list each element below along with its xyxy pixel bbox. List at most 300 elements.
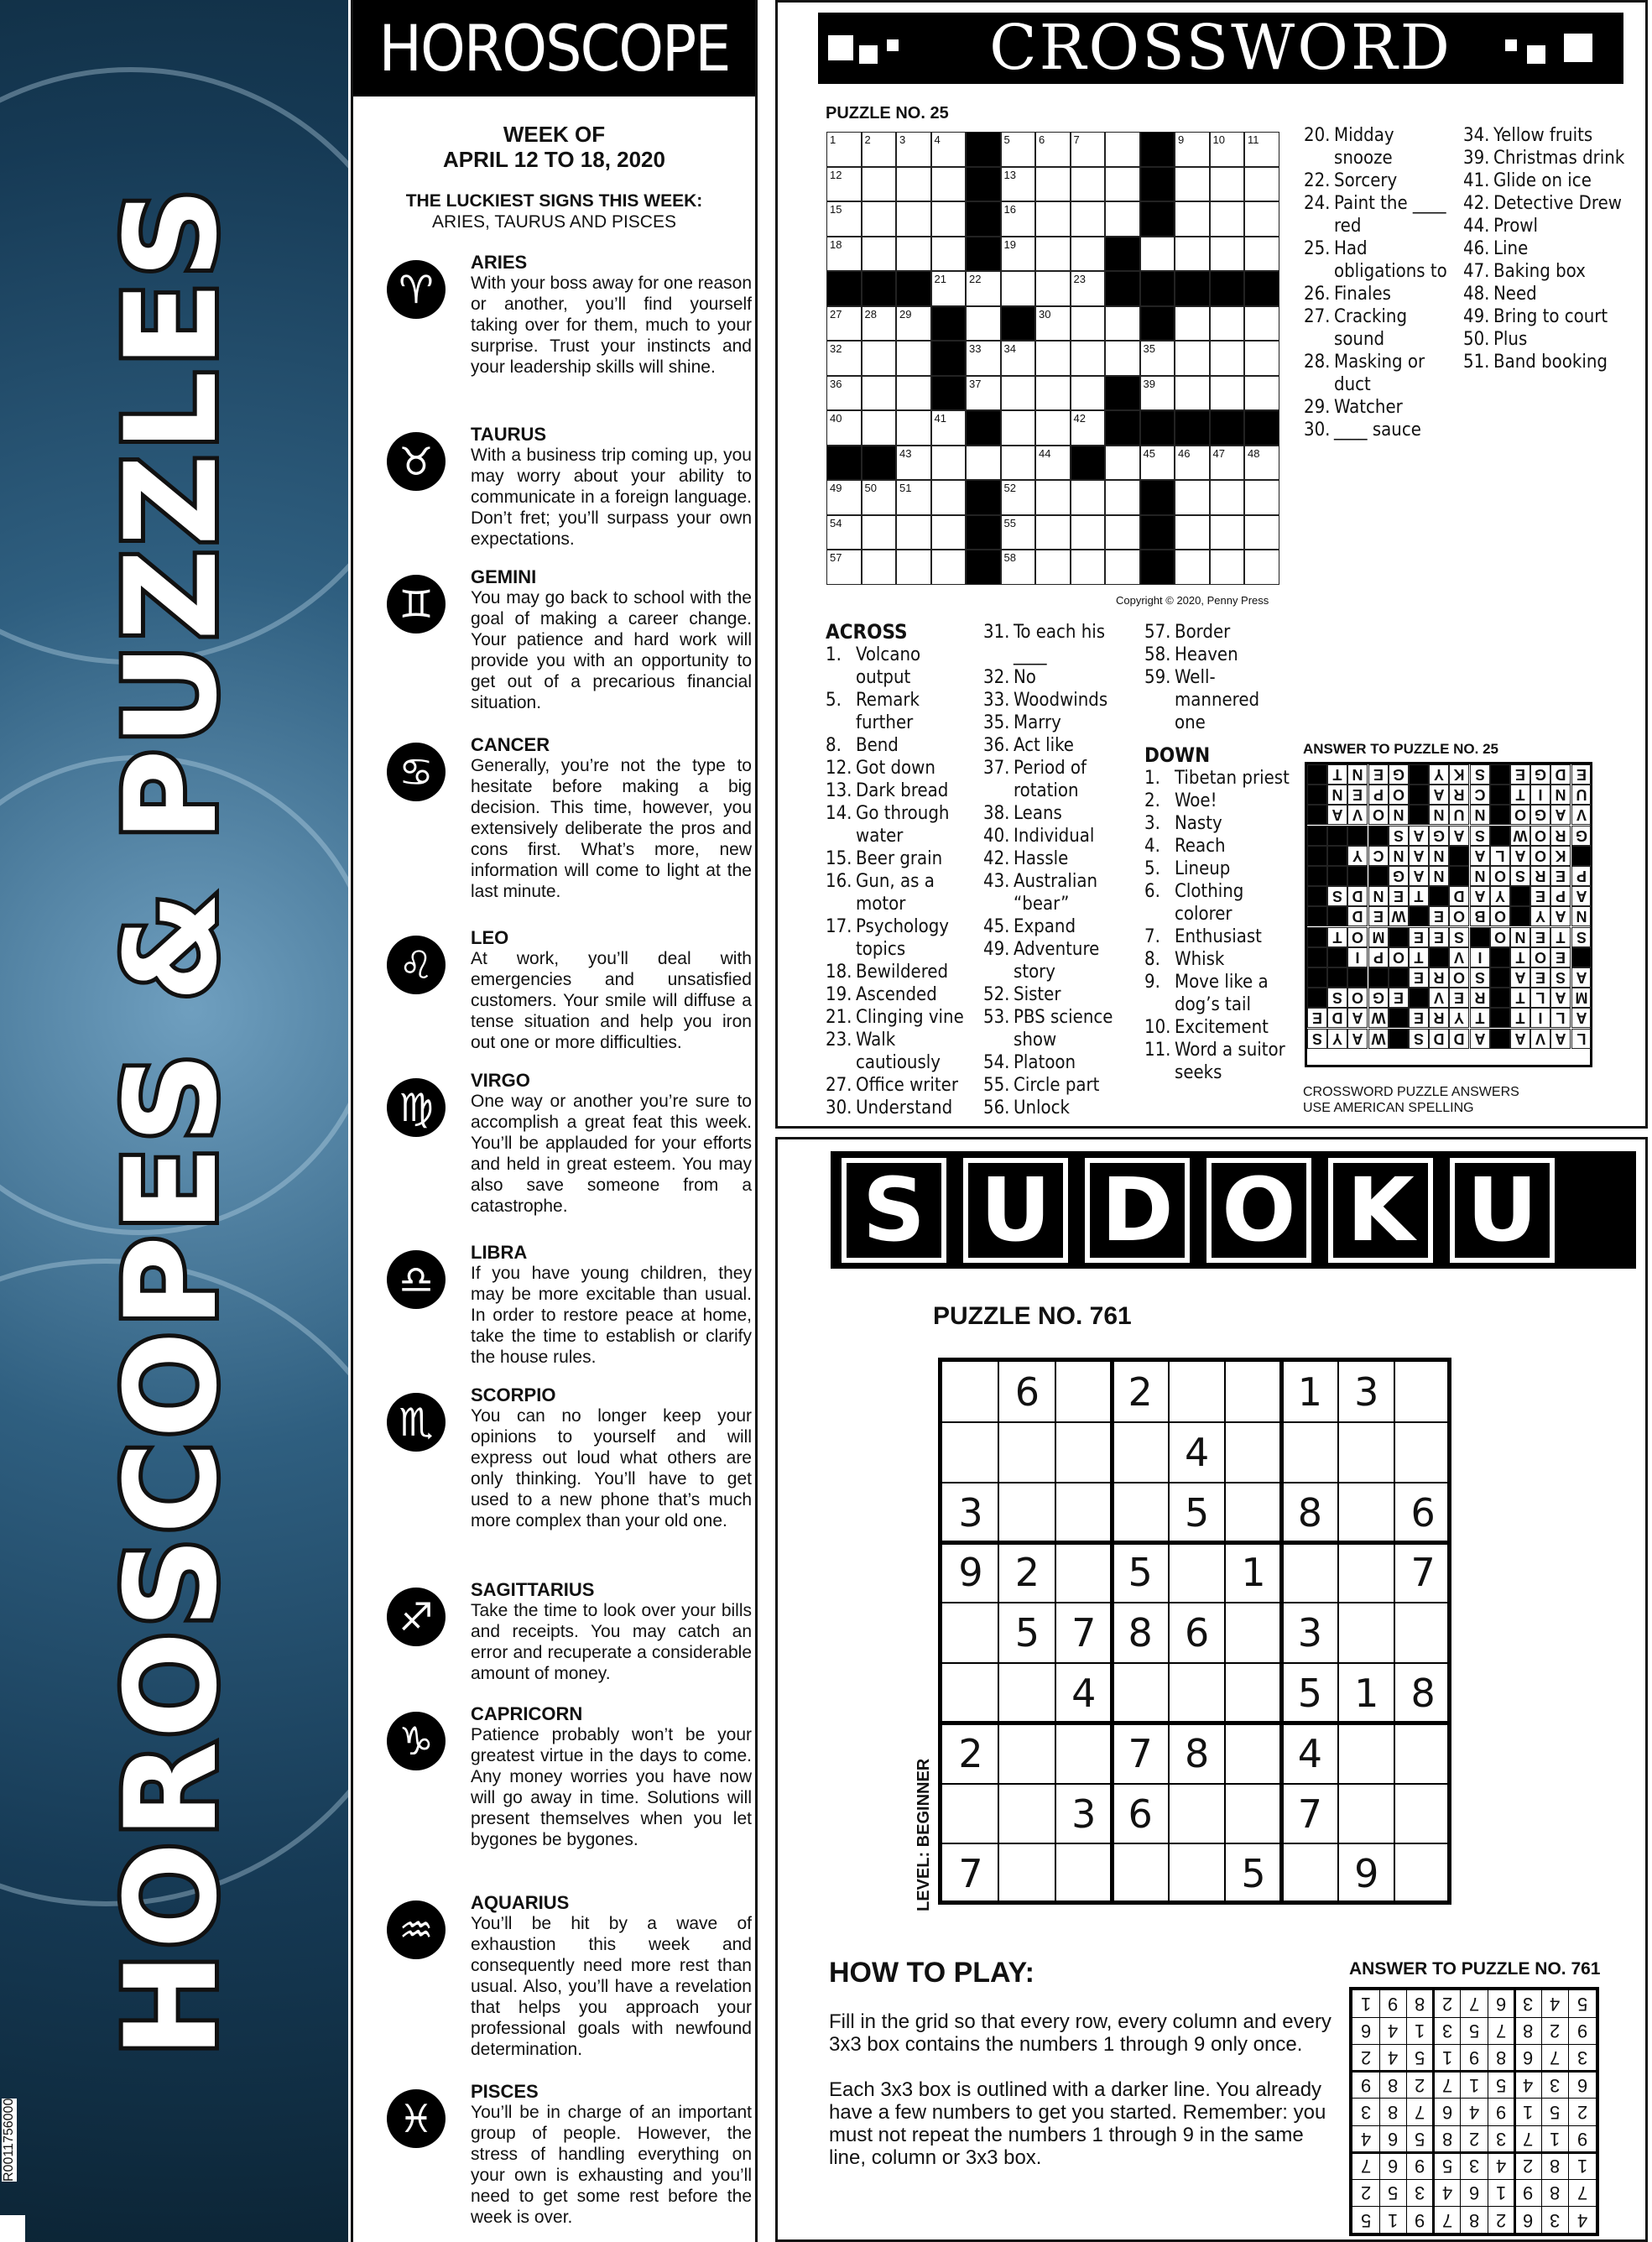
sign-name: ARIES xyxy=(471,252,528,273)
answer-cell: O xyxy=(1449,906,1469,926)
crossword-cell xyxy=(1140,306,1175,342)
answer-cell: Y xyxy=(1429,764,1449,785)
horoscope-column xyxy=(351,0,758,2242)
sudoku-answer-cell: 3 xyxy=(1576,2047,1587,2069)
clue-text: Watcher xyxy=(1334,397,1403,418)
sudoku-answer-cell: 7 xyxy=(1441,2074,1452,2096)
answer-cell: C xyxy=(1470,785,1490,805)
clue-text: Australian “bear” xyxy=(1014,871,1098,915)
crossword-cell xyxy=(931,480,967,515)
crossword-cell xyxy=(1175,201,1210,237)
crossword-cell xyxy=(1105,237,1140,272)
crossword-cell xyxy=(1210,410,1245,446)
clue-item xyxy=(1304,124,1455,169)
answer-cell: E xyxy=(1530,886,1550,906)
sudoku-answer-cell: 8 xyxy=(1550,2182,1561,2204)
grid-line xyxy=(942,1482,1447,1483)
clue-item xyxy=(826,779,977,802)
clue-number: 53. xyxy=(983,1007,1010,1028)
sign-text: At work, you’ll deal with emergencies and unsatisfied customers. Your smile will diffuse a tense situation and help you iron out one or more difficulties. xyxy=(471,949,752,1052)
sudoku-cell xyxy=(1055,1422,1113,1483)
cell-number: 49 xyxy=(830,482,842,494)
crossword-cell xyxy=(1210,480,1245,515)
crossword-cell xyxy=(1035,237,1071,272)
crossword-cell xyxy=(1001,306,1036,342)
cell-number: 54 xyxy=(830,516,842,529)
sign-name: PISCES xyxy=(471,2081,539,2102)
answer-cell: E xyxy=(1571,764,1592,785)
answer-cell: S xyxy=(1510,866,1530,886)
sudoku-cell: 2 xyxy=(1014,1550,1040,1596)
answer-cell: A xyxy=(1510,967,1530,988)
answer-cell: A xyxy=(1571,886,1592,906)
sudoku-cell xyxy=(1338,1422,1395,1483)
crossword-cell xyxy=(862,306,897,342)
answer-cell: O xyxy=(1530,947,1550,967)
crossword-cell xyxy=(826,341,862,376)
decor-square xyxy=(1562,32,1594,64)
answer-cell: O xyxy=(1389,785,1409,805)
sudoku-answer-cell: 3 xyxy=(1441,2020,1452,2042)
sign-name: CANCER xyxy=(471,734,550,755)
crossword-cell xyxy=(1071,201,1106,237)
sudoku-answer-cell: 7 xyxy=(1550,2047,1561,2069)
clue-number: 25. xyxy=(1304,238,1331,259)
answer-cell: O xyxy=(1347,927,1368,947)
clue-item xyxy=(1144,666,1295,734)
sudoku-cell xyxy=(1055,1483,1113,1543)
clue-text: Go through water xyxy=(856,803,950,847)
libra-icon: ♎ xyxy=(387,1250,446,1309)
sudoku-cell xyxy=(1281,1422,1338,1483)
clue-text: Expand xyxy=(1014,916,1076,937)
sudoku-answer-cell: 4 xyxy=(1388,2020,1399,2042)
clue-item xyxy=(983,734,1139,757)
sudoku-answer-cell: 9 xyxy=(1468,2047,1480,2069)
answer-cell: V xyxy=(1571,805,1592,825)
sudoku-title-letter: D xyxy=(1085,1158,1190,1263)
sudoku-answer-cell: 5 xyxy=(1468,2020,1480,2042)
sudoku-answer-cell: 8 xyxy=(1495,2047,1507,2069)
answer-cell xyxy=(1327,906,1347,926)
sudoku-answer-cell: 9 xyxy=(1523,2182,1534,2204)
down-clues-3 xyxy=(1463,124,1631,373)
answer-cell: A xyxy=(1550,988,1571,1008)
clue-item xyxy=(1144,767,1295,790)
answer-cell: Y xyxy=(1327,1029,1347,1049)
sudoku-cell: 3 xyxy=(1071,1791,1097,1837)
clue-number: 4. xyxy=(1144,836,1160,857)
sign-text: Patience probably won’t be your greatest virtue in the days to come. Any money worries you have now will go away in time. Solutions will present themselves when you let bygones be bygones. xyxy=(471,1725,752,1849)
clue-item xyxy=(983,1074,1139,1097)
clue-item xyxy=(983,983,1139,1006)
clue-text: Word a suitor seeks xyxy=(1175,1040,1285,1083)
answer-cell: A xyxy=(1571,967,1592,988)
answer-cell: O xyxy=(1389,947,1409,967)
crossword-cell xyxy=(862,410,897,446)
clue-text: Well-mannered one xyxy=(1175,667,1260,733)
sudoku-cell xyxy=(1338,1483,1395,1543)
crossword-cell xyxy=(966,341,1001,376)
crossword-cell xyxy=(1105,376,1140,411)
answer-cell: E xyxy=(1530,967,1550,988)
clue-number: 16. xyxy=(826,871,852,892)
crossword-cell xyxy=(1244,515,1279,550)
answer-cell: P xyxy=(1550,886,1571,906)
grid-line xyxy=(1352,2151,1596,2154)
cell-number: 2 xyxy=(864,133,871,146)
sudoku-cell xyxy=(1112,1663,1169,1723)
answer-cell xyxy=(1327,846,1347,866)
answer-cell: A xyxy=(1470,1029,1490,1049)
answer-cell: K xyxy=(1449,764,1469,785)
crossword-cell xyxy=(1175,237,1210,272)
grid-line xyxy=(942,1602,1447,1603)
crossword-answer-grid xyxy=(1305,762,1592,1067)
answer-cell: E xyxy=(1368,764,1389,785)
clue-text: Detective Drew xyxy=(1493,193,1622,214)
sign-text: With a business trip coming up, you may worry about your ability to communicate in a foreign language. Don’t fret; you’ll surpass your own expectations. xyxy=(471,446,752,549)
answer-cell: A xyxy=(1409,846,1429,866)
answer-cell: A xyxy=(1510,846,1530,866)
crossword-cell xyxy=(1175,167,1210,202)
crossword-cell xyxy=(1140,341,1175,376)
sign-name: LIBRA xyxy=(471,1242,528,1263)
crossword-cell xyxy=(826,480,862,515)
clue-number: 9. xyxy=(1144,972,1160,993)
clue-item xyxy=(826,757,977,779)
crossword-cell xyxy=(1035,306,1071,342)
sudoku-title-letter: S xyxy=(842,1158,946,1263)
crossword-cell xyxy=(1175,550,1210,585)
crossword-cell xyxy=(896,132,931,167)
answer-cell: R xyxy=(1550,826,1571,846)
sign-name: TAURUS xyxy=(471,424,547,445)
clue-number: 14. xyxy=(826,803,852,824)
answer-cell: N xyxy=(1470,866,1490,886)
clue-number: 30. xyxy=(1304,420,1331,441)
crossword-cell xyxy=(1244,201,1279,237)
sudoku-title-letter: U xyxy=(1450,1158,1555,1263)
crossword-cell xyxy=(1001,550,1036,585)
lucky-title: THE LUCKIEST SIGNS THIS WEEK: xyxy=(405,191,703,211)
crossword-cell xyxy=(826,237,862,272)
across-heading: ACROSS xyxy=(826,620,908,644)
sudoku-cell: 6 xyxy=(1014,1369,1040,1415)
answer-cell: T xyxy=(1327,927,1347,947)
sudoku-cell xyxy=(1338,1784,1395,1844)
crossword-cell xyxy=(1001,376,1036,411)
cell-number: 48 xyxy=(1248,446,1260,460)
sudoku-cell: 8 xyxy=(1184,1730,1210,1776)
answer-cell: O xyxy=(1510,805,1530,825)
crossword-cell xyxy=(1105,410,1140,446)
clue-item xyxy=(983,1051,1139,1074)
answer-cell: A xyxy=(1347,1008,1368,1028)
clue-item xyxy=(826,870,977,915)
answer-cell xyxy=(1347,826,1368,846)
sudoku-answer-cell: 2 xyxy=(1468,2129,1480,2151)
sign-name: SCORPIO xyxy=(471,1384,556,1405)
answer-cell xyxy=(1307,805,1327,825)
clue-number: 50. xyxy=(1463,329,1490,350)
answer-cell: N xyxy=(1347,764,1368,785)
sudoku-answer-cell: 8 xyxy=(1468,2209,1480,2231)
clue-text: Sorcery xyxy=(1334,170,1398,191)
answer-cell xyxy=(1510,886,1530,906)
sudoku-answer-cell: 1 xyxy=(1468,2074,1480,2096)
clue-item xyxy=(826,915,977,961)
clue-text: Walk cautiously xyxy=(856,1030,941,1073)
sudoku-level: LEVEL: BEGINNER xyxy=(915,1758,933,1911)
clue-number: 36. xyxy=(983,735,1010,756)
sudoku-cell xyxy=(1394,1843,1451,1904)
crossword-cell xyxy=(1001,271,1036,306)
crossword-cell xyxy=(966,515,1001,550)
sudoku-answer-cell: 9 xyxy=(1415,2209,1425,2231)
sudoku-answer-cell: 6 xyxy=(1495,1994,1507,2015)
clue-number: 59. xyxy=(1144,667,1171,688)
week-line-1: WEEK OF xyxy=(503,122,606,147)
crossword-cell xyxy=(1035,271,1071,306)
crossword-cell xyxy=(1244,550,1279,585)
clue-number: 45. xyxy=(983,916,1010,937)
clue-item xyxy=(983,621,1139,666)
answer-cell: A xyxy=(1429,785,1449,805)
sudoku-cell: 8 xyxy=(1297,1489,1323,1536)
crossword-cell xyxy=(1244,132,1279,167)
cell-number: 11 xyxy=(1248,133,1259,146)
sudoku-cell: 5 xyxy=(1241,1851,1266,1897)
answer-cell xyxy=(1307,785,1327,805)
cell-number: 52 xyxy=(1003,482,1016,494)
clue-text: Yellow fruits xyxy=(1493,125,1593,146)
crossword-cell xyxy=(1035,376,1071,411)
crossword-cell xyxy=(1105,271,1140,306)
answer-cell: W xyxy=(1389,906,1409,926)
sudoku-answer-cell: 7 xyxy=(1468,1994,1480,2015)
sudoku-cell xyxy=(998,1422,1055,1483)
answer-cell xyxy=(1490,947,1510,967)
crossword-cell xyxy=(826,515,862,550)
sign-text: Generally, you’re not the type to hesitate before making a big decision. This time, however, you extensively deliberate the pros and cons first. What’s more, new information will come to light at the last minute. xyxy=(471,756,752,901)
decor-square xyxy=(885,38,900,53)
clue-number: 6. xyxy=(1144,881,1160,902)
crossword-cell xyxy=(931,446,967,481)
crossword-cell xyxy=(1140,446,1175,481)
clue-text: Paint the ____ red xyxy=(1334,193,1446,237)
sudoku-cell xyxy=(1394,1603,1451,1663)
crossword-cell xyxy=(1001,446,1036,481)
answer-cell xyxy=(1409,785,1429,805)
answer-cell xyxy=(1571,846,1592,866)
crossword-cell xyxy=(896,341,931,376)
crossword-cell xyxy=(1001,167,1036,202)
answer-cell: A xyxy=(1571,1008,1592,1028)
clue-item xyxy=(1144,948,1295,971)
answer-cell: D xyxy=(1327,1008,1347,1028)
clue-number: 21. xyxy=(826,1007,852,1028)
answer-cell: E xyxy=(1389,886,1409,906)
cell-number: 16 xyxy=(1003,203,1016,216)
answer-cell: A xyxy=(1550,1029,1571,1049)
answer-cell: O xyxy=(1490,927,1510,947)
crossword-cell xyxy=(1175,132,1210,167)
clue-text: Bewildered xyxy=(856,962,949,983)
cell-number: 42 xyxy=(1073,412,1086,425)
clue-text: Act like xyxy=(1014,735,1074,756)
answer-cell: T xyxy=(1510,785,1530,805)
answer-cell: G xyxy=(1429,826,1449,846)
answer-cell: Y xyxy=(1347,846,1368,866)
answer-cell: L xyxy=(1550,1008,1571,1028)
crossword-cell xyxy=(1175,410,1210,446)
clue-item xyxy=(1463,305,1631,328)
sudoku-answer-cell: 9 xyxy=(1415,2156,1425,2177)
answer-cell xyxy=(1368,866,1389,886)
crossword-cell xyxy=(1001,132,1036,167)
crossword-cell xyxy=(862,237,897,272)
answer-cell: L xyxy=(1530,988,1550,1008)
answer-cell: G xyxy=(1389,866,1409,886)
answer-cell: A xyxy=(1409,866,1429,886)
crossword-cell xyxy=(1210,515,1245,550)
decor-square xyxy=(857,44,879,65)
answer-cell xyxy=(1368,826,1389,846)
sudoku-cell xyxy=(1225,1362,1282,1422)
sign-name: VIRGO xyxy=(471,1070,530,1091)
sudoku-cell: 5 xyxy=(1184,1489,1210,1536)
cancer-icon: ♋ xyxy=(387,743,446,801)
crossword-cell xyxy=(931,550,967,585)
crossword-answer-note xyxy=(1303,1084,1519,1116)
crossword-cell xyxy=(931,515,967,550)
sudoku-answer-cell: 3 xyxy=(1468,2156,1480,2177)
clue-number: 18. xyxy=(826,962,852,983)
cell-number: 57 xyxy=(830,551,842,564)
crossword-cell xyxy=(1244,271,1279,306)
crossword-cell xyxy=(1140,410,1175,446)
clue-number: 1. xyxy=(1144,768,1160,789)
sudoku-cell: 1 xyxy=(1241,1550,1266,1596)
sudoku-cell: 7 xyxy=(1410,1550,1436,1596)
answer-cell: E xyxy=(1429,906,1449,926)
answer-cell: R xyxy=(1449,785,1469,805)
down-clues-1 xyxy=(1144,767,1295,1084)
sudoku-cell: 1 xyxy=(1354,1671,1379,1716)
answer-cell: T xyxy=(1510,1008,1530,1028)
answer-cell: S xyxy=(1470,967,1490,988)
crossword-cell xyxy=(1210,550,1245,585)
answer-cell xyxy=(1327,826,1347,846)
sudoku-cell xyxy=(998,1663,1055,1723)
crossword-puzzle-number: PUZZLE NO. 25 xyxy=(826,104,949,123)
decor-square xyxy=(1503,38,1519,53)
cell-number: 50 xyxy=(864,482,877,494)
crossword-cell xyxy=(862,550,897,585)
clue-number: 15. xyxy=(826,848,852,869)
sudoku-answer-cell: 5 xyxy=(1415,2047,1425,2069)
answer-cell: T xyxy=(1409,947,1429,967)
crossword-cell xyxy=(1210,341,1245,376)
sudoku-cell: 5 xyxy=(1297,1671,1323,1716)
sudoku-cell xyxy=(1281,1843,1338,1904)
crossword-cell xyxy=(1105,201,1140,237)
answer-cell: N xyxy=(1571,906,1592,926)
how-to-play-title: HOW TO PLAY: xyxy=(829,1957,1034,1989)
gemini-icon: ♊ xyxy=(387,575,446,633)
answer-cell: T xyxy=(1510,947,1530,967)
answer-cell: A xyxy=(1550,805,1571,825)
clue-text: Remark further xyxy=(856,690,920,733)
week-of xyxy=(353,122,755,172)
down-clues-2 xyxy=(1304,124,1455,441)
answer-cell: A xyxy=(1510,1029,1530,1049)
sudoku-answer-cell: 8 xyxy=(1550,2156,1561,2177)
clue-item xyxy=(983,689,1139,712)
crossword-cell xyxy=(1244,167,1279,202)
clue-number: 23. xyxy=(826,1030,852,1051)
cell-number: 46 xyxy=(1178,446,1191,460)
crossword-cell xyxy=(862,446,897,481)
clue-text: Woodwinds xyxy=(1014,690,1108,711)
answer-cell: N xyxy=(1327,785,1347,805)
sudoku-cell xyxy=(942,1422,999,1483)
aquarius-icon: ♒ xyxy=(387,1900,446,1959)
clue-text: Whisk xyxy=(1175,949,1225,970)
week-line-2: APRIL 12 TO 18, 2020 xyxy=(443,147,665,172)
clue-number: 31. xyxy=(983,622,1010,643)
answer-cell: I xyxy=(1347,947,1368,967)
crossword-cell xyxy=(1244,410,1279,446)
clue-number: 12. xyxy=(826,758,852,779)
cell-number: 39 xyxy=(1143,377,1155,390)
crossword-cell xyxy=(1105,306,1140,342)
clue-item xyxy=(1144,880,1295,925)
crossword-cell xyxy=(1001,480,1036,515)
answer-cell: A xyxy=(1550,906,1571,926)
cell-number: 1 xyxy=(830,133,836,146)
answer-cell: E xyxy=(1550,866,1571,886)
clue-text: No xyxy=(1014,667,1036,688)
cell-number: 7 xyxy=(1073,133,1080,146)
answer-cell: R xyxy=(1530,866,1550,886)
clue-item xyxy=(983,938,1139,983)
sudoku-answer-cell: 6 xyxy=(1441,2101,1452,2123)
clue-text: Adventure story xyxy=(1014,939,1100,983)
clue-number: 27. xyxy=(826,1075,852,1096)
sign-name: GEMINI xyxy=(471,566,537,587)
clue-text: Move like a dog’s tail xyxy=(1175,972,1269,1015)
sudoku-cell xyxy=(1055,1362,1113,1422)
answer-cell: W xyxy=(1368,1029,1389,1049)
sudoku-answer-cell: 2 xyxy=(1360,2047,1372,2069)
sudoku-answer-cell: 4 xyxy=(1468,2101,1480,2123)
clue-text: ____ sauce xyxy=(1334,420,1421,441)
clue-number: 13. xyxy=(826,780,852,801)
answer-cell: T xyxy=(1327,764,1347,785)
crossword-cell xyxy=(1244,480,1279,515)
clue-text: Line xyxy=(1493,238,1529,259)
cell-number: 3 xyxy=(899,133,906,146)
clue-text: Heaven xyxy=(1175,644,1238,665)
clue-number: 48. xyxy=(1463,284,1490,305)
grid-line xyxy=(942,1843,1447,1844)
answer-cell xyxy=(1389,1029,1409,1049)
crossword-cell xyxy=(1210,271,1245,306)
answer-cell: E xyxy=(1409,927,1429,947)
answer-cell: O xyxy=(1368,805,1389,825)
